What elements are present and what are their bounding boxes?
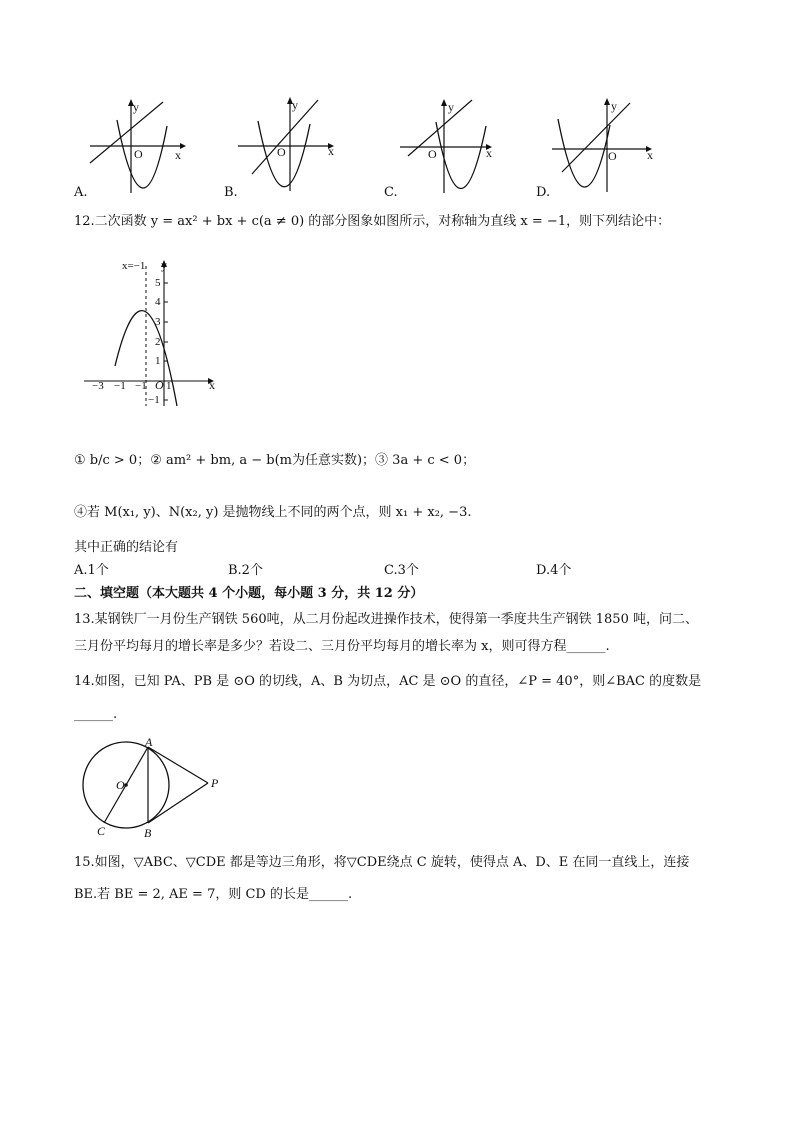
q11-option-c-label: C. xyxy=(384,185,398,200)
q12-sym-label: x=−1 xyxy=(122,260,146,272)
q12-stem: 12.二次函数 y = ax² + bx + c(a ≠ 0) 的部分图象如图所示，对称轴为直线 x = −1，则下列结论中： xyxy=(74,214,671,229)
q12-y-tick-3: 3 xyxy=(155,316,161,328)
q11-option-a-label: A. xyxy=(74,185,88,200)
q12-x-tick-neg1b: −1 xyxy=(135,380,147,392)
q15-line1: 15.如图，▽ABC、▽CDE 都是等边三角形，将▽CDE绕点 C 旋转，使得点 A、D、E 在同一直线上，连接 xyxy=(74,855,690,870)
q12-x-tick-neg3: −3 xyxy=(92,380,104,392)
q12-origin-label: O xyxy=(155,378,164,392)
q12-prompt: 其中正确的结论有 xyxy=(74,540,179,555)
q14-line1: 14.如图，已知 PA、PB 是 ⊙O 的切线，A、B 为切点，AC 是 ⊙O 的直径，∠P = 40°，则∠BAC 的度数是 xyxy=(74,674,702,689)
section-heading: 二、填空题（本大题共 4 个小题，每小题 3 分，共 12 分） xyxy=(74,586,424,601)
q11-b-origin-label: O xyxy=(277,145,286,159)
q12-y-label: y xyxy=(161,258,167,272)
q11-a-origin-label: O xyxy=(134,147,143,161)
q13-line1: 13.某钢铁厂一月份生产钢铁 560吨，从二月份起改进操作技术，使得第一季度共生产钢铁 1850 吨，问二、 xyxy=(74,612,698,627)
q12-statement-4: ④若 M(x₁, y)、N(x₂, y) 是抛物线上不同的两个点，则 x₁ + x₂, −3. xyxy=(74,505,472,520)
q14-label-p: P xyxy=(211,776,219,790)
q11-d-x-label: x xyxy=(647,148,653,162)
q11-c-origin-label: O xyxy=(428,147,437,161)
q11-a-x-label: x xyxy=(175,148,181,162)
q11-c-y-label: y xyxy=(448,100,454,114)
q11-option-d-label: D. xyxy=(536,185,551,200)
q15-line2: BE.若 BE = 2, AE = 7，则 CD 的长是______. xyxy=(74,887,353,902)
q13-line2: 三月份平均每月的增长率是多少？若设二、三月份平均每月的增长率为 x，则可得方程______. xyxy=(74,639,610,654)
q12-choice-c: C.3个 xyxy=(384,563,419,578)
q11-b-x-label: x xyxy=(328,144,334,158)
q14-line2: ______. xyxy=(74,707,118,722)
q12-x-tick-1: 1 xyxy=(166,380,172,392)
q12-choice-b: B.2个 xyxy=(228,563,263,578)
q11-b-y-label: y xyxy=(292,98,298,112)
q12-y-tick-1: 1 xyxy=(155,355,161,367)
q12-y-tick-5: 5 xyxy=(155,277,161,289)
q12-y-tick-2: 2 xyxy=(155,336,161,348)
q12-x-label: x xyxy=(209,378,215,392)
q12-choice-a: A.1个 xyxy=(74,563,109,578)
q12-statements-1-3: ① b/c > 0；② am² + bm, a − b(m为任意实数)；③ 3a + c < 0； xyxy=(74,453,476,468)
q12-y-tick-neg1: −1 xyxy=(148,394,160,406)
q14-label-o: O xyxy=(116,778,125,792)
q11-d-y-label: y xyxy=(611,99,617,113)
q12-x-tick-neg1a: −1 xyxy=(114,380,126,392)
q14-label-c: C xyxy=(97,824,106,838)
q12-y-tick-4: 4 xyxy=(155,296,161,308)
q11-option-b-label: B. xyxy=(224,185,238,200)
q11-a-y-label: y xyxy=(133,100,139,114)
q14-label-b: B xyxy=(144,826,152,840)
q14-label-a: A xyxy=(145,735,153,749)
q11-d-origin-label: O xyxy=(608,149,617,163)
q12-choice-d: D.4个 xyxy=(536,563,572,578)
q11-c-x-label: x xyxy=(486,146,492,160)
